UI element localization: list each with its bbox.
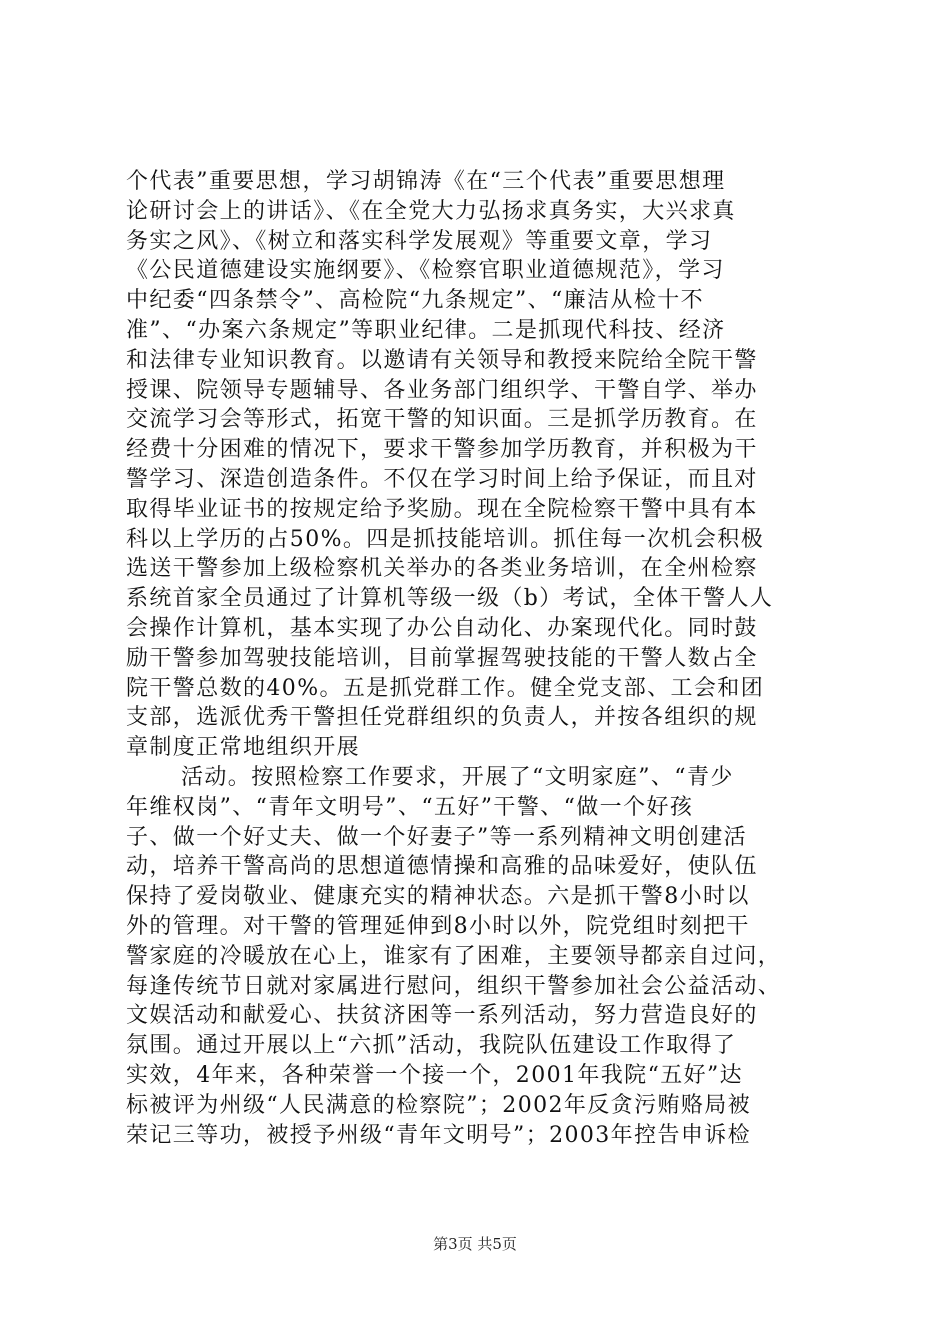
text-line: 外的管理。对干警的管理延伸到8小时以外，院党组时刻把干 — [126, 913, 750, 939]
text-line: 会操作计算机，基本实现了办公自动化、办案现代化。同时鼓 — [126, 615, 758, 641]
paragraph-start-line: 活动。按照检察工作要求，开展了“文明家庭”、“青少 — [181, 764, 734, 790]
text-line: 中纪委“四条禁令”、高检院“九条规定”、“廉洁从检十不 — [126, 288, 705, 314]
text-line: 务实之风》、《树立和落实科学发展观》等重要文章，学习 — [126, 228, 713, 254]
page-number-footer: 第3页 共5页 — [433, 1235, 517, 1253]
text-line: 标被评为州级“人民满意的检察院”；2002年反贪污贿赂局被 — [126, 1092, 752, 1118]
body-text — [126, 167, 834, 1150]
text-line: 章制度正常地组织开展 — [126, 735, 361, 761]
text-line: 科以上学历的占50%。四是抓技能培训。抓住每一次机会积极 — [126, 526, 765, 552]
text-line: 授课、院领导专题辅导、各业务部门组织学、干警自学、举办 — [126, 377, 758, 403]
text-line: 个代表”重要思想，学习胡锦涛《在“三个代表”重要思想理 — [126, 169, 726, 194]
text-line: 文娱活动和献爱心、扶贫济困等一系列活动，努力营造良好的 — [126, 1003, 758, 1029]
text-line: 院干警总数的40%。五是抓党群工作。健全党支部、工会和团 — [126, 675, 765, 701]
text-line: 子、做一个好丈夫、做一个好妻子”等一系列精神文明创建活 — [126, 824, 748, 850]
text-line: 动，培养干警高尚的思想道德情操和高雅的品味爱好，使队伍 — [126, 854, 758, 880]
text-line: 和法律专业知识教育。以邀请有关领导和教授来院给全院干警 — [126, 347, 758, 373]
text-line: 荣记三等功，被授予州级“青年文明号”；2003年控告申诉检 — [126, 1122, 752, 1148]
text-line: 实效，4年来，各种荣誉一个接一个，2001年我院“五好”达 — [126, 1062, 744, 1088]
text-line: 氛围。通过开展以上“六抓”活动，我院队伍建设工作取得了 — [126, 1033, 737, 1059]
text-line: 支部，选派优秀干警担任党群组织的负责人，并按各组织的规 — [126, 705, 758, 731]
text-line: 选送干警参加上级检察机关举办的各类业务培训，在全州检察 — [126, 556, 758, 582]
text-line: 保持了爱岗敬业、健康充实的精神状态。六是抓干警8小时以 — [126, 884, 750, 910]
text-line: 经费十分困难的情况下，要求干警参加学历教育，并积极为干 — [126, 437, 758, 463]
text-line: 取得毕业证书的按规定给予奖励。现在全院检察干警中具有本 — [126, 496, 758, 522]
text-line: 准”、“办案六条规定”等职业纪律。二是抓现代科技、经济 — [126, 317, 726, 343]
text-line: 每逢传统节日就对家属进行慰问，组织干警参加社会公益活动、 — [126, 973, 782, 999]
text-line: 警家庭的冷暖放在心上，谁家有了困难，主要领导都亲自过问， — [126, 943, 782, 969]
text-line: 系统首家全员通过了计算机等级一级（b）考试，全体干警人人 — [126, 586, 774, 612]
text-line: 交流学习会等形式，拓宽干警的知识面。三是抓学历教育。在 — [126, 407, 758, 433]
text-line: 励干警参加驾驶技能培训，目前掌握驾驶技能的干警人数占全 — [126, 645, 758, 671]
text-line: 警学习、深造创造条件。不仅在学习时间上给予保证，而且对 — [126, 466, 758, 492]
text-line: 《公民道德建设实施纲要》、《检察官职业道德规范》，学习 — [126, 258, 725, 284]
text-line: 年维权岗”、“青年文明号”、“五好”干警、“做一个好孩 — [126, 794, 694, 820]
text-line: 论研讨会上的讲话》、《在全党大力弘扬求真务实，大兴求真 — [126, 198, 736, 224]
